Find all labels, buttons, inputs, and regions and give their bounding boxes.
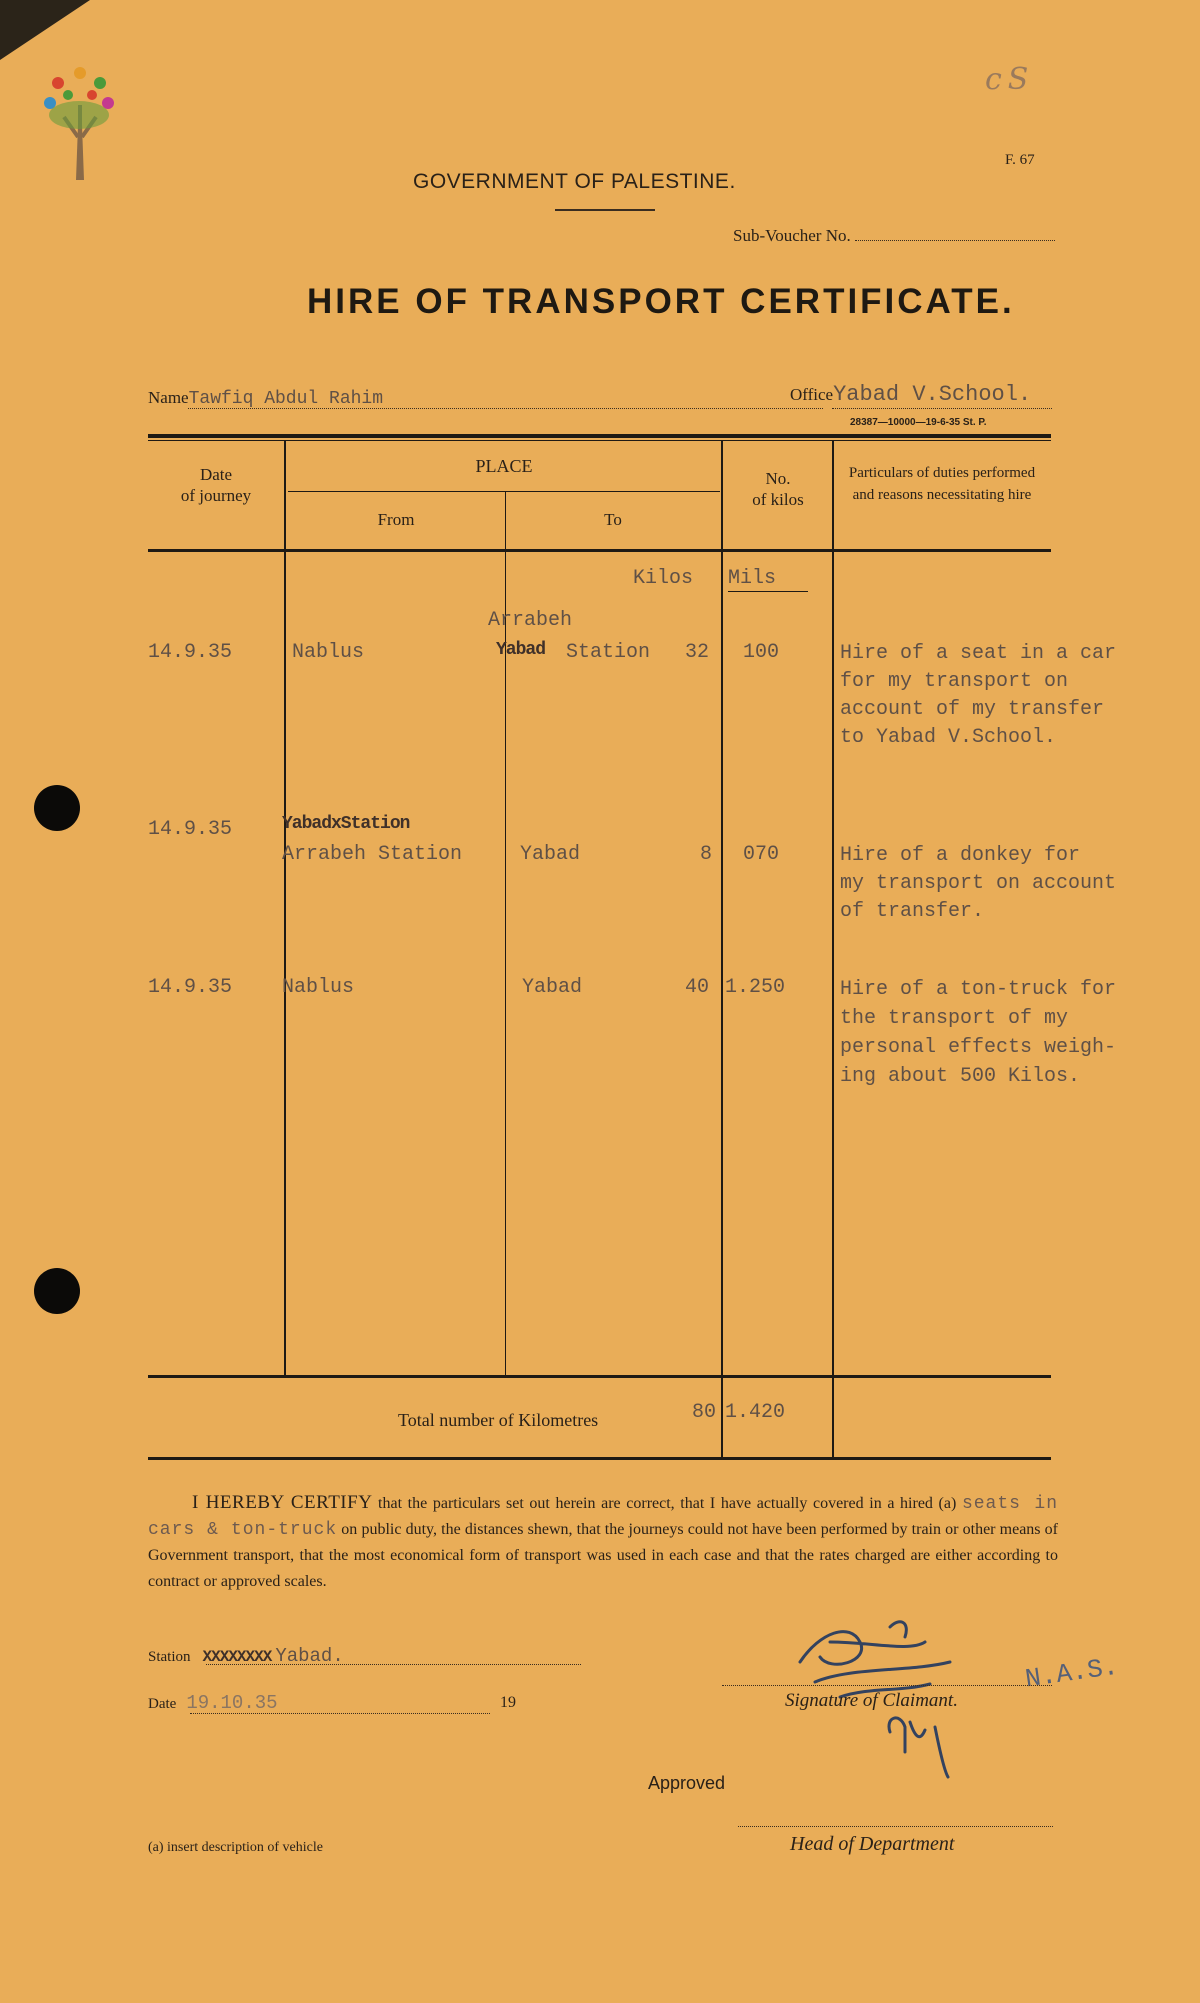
row1-to-note: Arrabeh	[488, 609, 573, 632]
row3-to: Yabad	[522, 976, 583, 999]
pencil-mark: cS	[985, 62, 1035, 97]
government-heading: GOVERNMENT OF PALESTINE.	[413, 170, 736, 193]
table-top-rule	[148, 434, 1051, 438]
row1-from: Nablus	[292, 641, 365, 664]
header-kilos: No. of kilos	[752, 469, 804, 509]
header-date: Date of journey	[180, 465, 252, 505]
row1-kilos: 32	[685, 641, 710, 664]
signature-initials: N.A.S.	[1023, 1651, 1121, 1695]
vehicle-description: seats in cars & ton-truck	[148, 1494, 1058, 1540]
row2-mils: 070	[743, 843, 780, 866]
row1-to-struck: Yabad	[496, 640, 546, 660]
date-label: Date	[148, 1696, 177, 1712]
row3-mils: 1.250	[725, 976, 786, 999]
name-field	[148, 388, 383, 409]
punch-hole	[34, 1268, 80, 1314]
signature-label: Signature of Claimant.	[785, 1690, 958, 1711]
table-bottom-rule	[148, 1457, 1051, 1460]
row2-from-struck: YabadxStation	[282, 814, 410, 834]
heading-rule	[555, 209, 655, 211]
row3-from: Nablus	[282, 976, 355, 999]
certification-lead: I HEREBY CERTIFY	[192, 1492, 373, 1513]
row2-kilos: 8	[700, 843, 713, 866]
header-place: PLACE	[475, 456, 533, 476]
form-number: F. 67	[1005, 152, 1035, 168]
subheader-kilos: Kilos	[633, 567, 694, 590]
subheader-mils: Mils	[728, 567, 777, 590]
punch-hole	[34, 785, 80, 831]
row1-to: Station	[566, 641, 651, 664]
table-body-bottom-rule	[148, 1375, 1051, 1378]
header-from: From	[377, 510, 415, 529]
row1-date: 14.9.35	[148, 641, 233, 664]
station-value: Yabad.	[275, 1645, 344, 1667]
footnote: (a) insert description of vehicle	[148, 1840, 323, 1855]
row3-particulars: Hire of a ton-truck for the transport of my personal effects weigh- ing about 500 Kilos.	[840, 978, 1117, 1088]
row2-from: Arrabeh Station	[282, 843, 463, 866]
header-to: To	[604, 510, 622, 529]
total-kilos: 80	[692, 1401, 717, 1424]
row2-to: Yabad	[520, 843, 581, 866]
station-field	[148, 1645, 344, 1667]
row1-mils: 100	[743, 641, 780, 664]
archive-tree-logo-icon	[38, 55, 118, 185]
date-field	[148, 1692, 516, 1714]
office-field	[790, 382, 1031, 407]
station-label: Station	[148, 1649, 191, 1665]
head-signature-line	[738, 1826, 1053, 1827]
page-title: HIRE OF TRANSPORT CERTIFICATE.	[307, 282, 1015, 321]
head-of-department-label: Head of Department	[790, 1833, 955, 1855]
sub-voucher-field	[733, 226, 1055, 246]
header-particulars: Particulars of duties performed and reasons necessitating hire	[848, 465, 1036, 503]
year-prefix: 19	[500, 1694, 516, 1711]
office-label: Office	[790, 385, 834, 404]
name-label: Name	[148, 388, 189, 407]
print-code: 28387—10000—19-6-35 St. P.	[850, 417, 987, 428]
name-value: Tawfiq Abdul Rahim	[188, 389, 384, 409]
station-struck: XXXXXXXX	[202, 1648, 272, 1666]
total-mils: 1.420	[725, 1401, 786, 1424]
certification-text: I HEREBY CERTIFY that the particulars set out herein are correct, that I have actually covered in a hired (a) seats in cars & ton-truck on public duty, the distances shewn, that the journeys could not have been performed by train or other means of Government transport, that the most economical form of transport was used in each case and that the rates charged are either according to contract or approved scales.	[148, 1492, 1059, 1590]
row1-particulars: Hire of a seat in a car for my transport on account of my transfer to Yabad V.School.	[840, 642, 1117, 749]
row3-kilos: 40	[685, 976, 710, 999]
total-label: Total number of Kilometres	[398, 1410, 599, 1430]
approved-label: Approved	[648, 1773, 726, 1793]
row2-date: 14.9.35	[148, 818, 233, 841]
signature-line	[722, 1685, 1052, 1686]
row2-particulars: Hire of a donkey for my transport on account of transfer.	[840, 844, 1117, 923]
row3-date: 14.9.35	[148, 976, 233, 999]
date-value: 19.10.35	[186, 1692, 278, 1714]
sub-voucher-label: Sub-Voucher No.	[733, 226, 851, 245]
office-value: Yabad V.School.	[833, 382, 1032, 407]
torn-corner	[0, 0, 90, 60]
